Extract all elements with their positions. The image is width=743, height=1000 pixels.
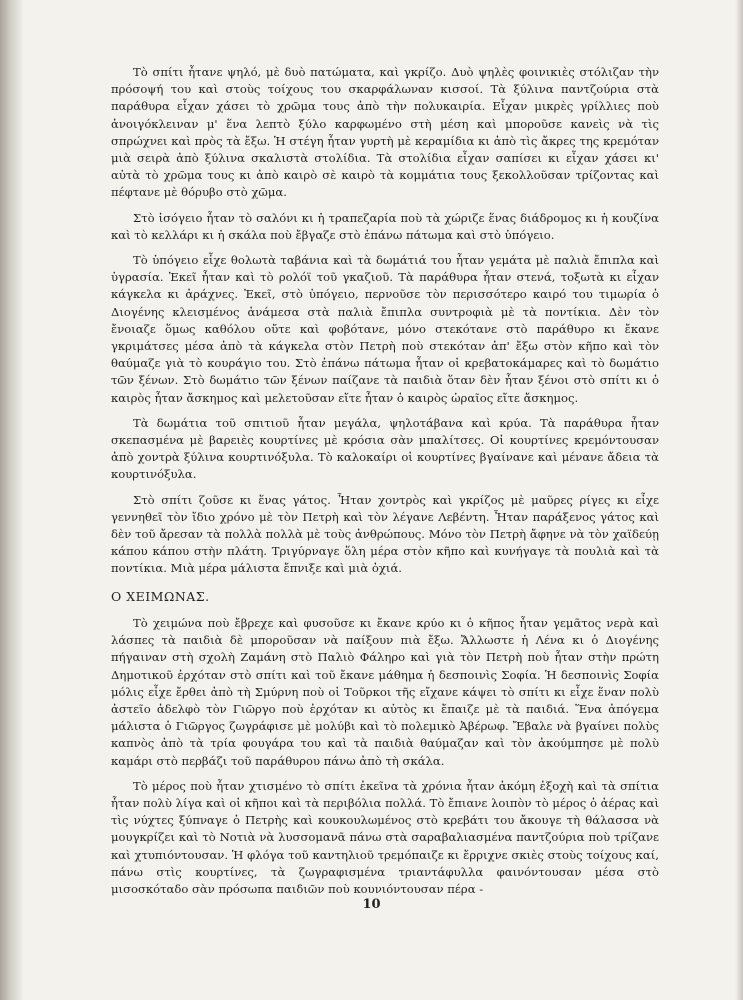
paragraph-ground-floor: Στὸ ἰσόγειο ἦταν τὸ σαλόνι κι ἡ τραπεζαρία ποὺ τὰ χώριζε ἕνας διάδρομος κι ἡ κουζίνα καὶ τὸ κελλάρι κι ἡ σκάλα ποὺ ἔβγαζε στὸ ἐπάνω πάτωμα καὶ στὸ ὑπόγειο. — [111, 210, 659, 242]
spine-shadow — [0, 0, 22, 1000]
paragraph-winter: Τὸ χειμώνα ποὺ ἔβρεχε καὶ φυσοῦσε κι ἔκανε κρύο κι ὁ κῆπος ἦταν γεμᾶτος νερὰ καὶ λάσπες τὰ παιδιὰ δὲ μποροῦσαν νὰ παίξουν πιὰ ἔξω. Ἄλλωστε ἡ Λένα κι ὁ Διογένης πήγαιναν στὴ σχολὴ Ζαμάνη στὸ Παλιὸ Φάληρο καὶ γιὰ τὸν Πετρὴ ποὺ ἦταν στὴν πρώτη Δημοτικοῦ ἐρχόταν στὸ σπίτι καὶ τοῦ ἔκανε μάθημα ἡ δεσποινὶς Σοφία. Ἡ δεσποινὶς Σοφία μόλις εἶχε ἔρθει ἀπὸ τὴ Σμύρνη ποὺ οἱ Τοῦρκοι τῆς εἴχανε κάψει τὸ σπίτι κι εἶχε ἕναν πολὺ ἀστεῖο ἀδελφὸ τὸν Γιῶργο ποὺ ἐρχόταν κι αὐτὸς κι ἔπαιζε μὲ τὰ παιδιά. Ἕνα ἀπόγεμα μάλιστα ὁ Γιῶργος ζωγράφισε μὲ μολύβι καὶ τὸ πολεμικὸ Ἀβέρωφ. Ἔβαλε νὰ βγαίνει πολὺς καπνὸς ἀπὸ τὰ τρία φουγάρα του καὶ τὰ παιδιὰ θαύμαζαν καὶ τὸν ἀκούμπησε μὲ πολὺ καμάρι στὸ περβάζι τοῦ παράθυρου πάνω ἀπὸ τὴ σκάλα. — [111, 615, 659, 768]
section-heading: Ο ΧΕΙΜΩΝΑΣ. — [111, 588, 210, 604]
paragraph-rooms: Τὰ δωμάτια τοῦ σπιτιοῦ ἦταν μεγάλα, ψηλοτάβανα καὶ κρύα. Τὰ παράθυρα ἦταν σκεπασμένα μὲ βαρειὲς κουρτίνες μὲ κρόσια σὰν μπαλίτσες. Οἱ κουρτίνες κρεμόντουσαν ἀπὸ χοντρὰ ξύλινα κουρτινόξυλα. Τὸ καλοκαίρι οἱ κουρτίνες βγαίνανε καὶ μένανε ἄδεια τὰ κουρτινόξυλα. — [111, 415, 659, 482]
paragraph-house-exterior: Τὸ σπίτι ἦτανε ψηλό, μὲ δυὸ πατώματα, καὶ γκρίζο. Δυὸ ψηλὲς φοινικιὲς στόλιζαν τὴν πρόσοψή του καὶ στοὺς τοίχους του σκαρφάλωναν κισσοί. Τὰ ξύλινα παντζούρια στὰ παράθυρα εἶχαν χάσει τὸ χρῶμα τους ἀπὸ τὴν πολυκαιρία. Εἶχαν μικρὲς γρίλλιες ποὺ ἀνοιγόκλειναν μ' ἕνα λεπτὸ ξύλο καρφωμένο στὴ μέση καὶ μποροῦσε κανεὶς νὰ τὶς σπρώχνει καὶ πρὸς τὰ ἔξω. Ἡ στέγη ἦταν γυρτὴ μὲ κεραμίδια κι ἀπὸ τὶς ἄκρες της κρεμόταν μιὰ σειρὰ ἀπὸ ξύλινα σκαλιστὰ στολίδια. Τὰ στολίδια εἶχαν σαπίσει κι εἶχαν χάσει κι' αὐτὰ τὸ χρῶμα τους κι ἀπὸ καιρὸ σὲ καιρὸ τὰ κομμάτια τους ξεκολλοῦσαν τρίζοντας καὶ πέφτανε μὲ θόρυβο στὸ χῶμα. — [111, 65, 659, 200]
body-text — [111, 64, 659, 906]
paragraph-basement: Τὸ ὑπόγειο εἶχε θολωτὰ ταβάνια καὶ τὰ δωμάτιά του ἦταν γεμάτα μὲ παλιὰ ἔπιπλα καὶ ὑγρασία. Ἐκεῖ ἦταν καὶ τὸ ρολόϊ τοῦ γκαζιοῦ. Τὰ παράθυρα ἦταν στενά, τοξωτὰ κι εἶχαν κάγκελα κι ἀράχνες. Ἐκεῖ, στὸ ὑπόγειο, περνοῦσε τὸν περισσότερο καιρό του τιμωρία ὁ Διογένης κλεισμένος ἀνάμεσα στὰ παλιὰ ἔπιπλα συντροφιὰ μὲ τὰ ποντίκια. Δὲν τὸν ἔνοιαζε ὅμως καθόλου οὔτε καὶ φοβότανε, μόνο στεκότανε στὸ παράθυρο κι ἔκανε γκριμάτσες μέσα ἀπὸ τὰ κάγκελα στὸν Πετρὴ ποὺ στεκόταν ἀπ' ἔξω στὸν κῆπο καὶ τὸν θαύμαζε γιὰ τὸ κουράγιο του. Στὸ ἐπάνω πάτωμα ἦταν οἱ κρεβατοκάμαρες καὶ τὸ δωμάτιο τῶν ξένων. Στὸ δωμάτιο τῶν ξένων παίζανε τὰ παιδιὰ ὅταν δὲν ἦταν ξένοι στὸ σπίτι κι ὁ καιρὸς ἦταν ἄσκημος καὶ μελετοῦσαν εἴτε ἦταν ὁ καιρὸς ὡραῖος εἴτε ἄσκημος. — [111, 253, 659, 405]
page-number: 10 — [362, 897, 381, 912]
paragraph-night-wind: Τὸ μέρος ποὺ ἦταν χτισμένο τὸ σπίτι ἐκεῖνα τὰ χρόνια ἦταν ἀκόμη ἐξοχὴ καὶ τὰ σπίτια ἦταν πολὺ λίγα καὶ οἱ κῆποι καὶ τὰ περιβόλια πολλά. Τὸ ἔπιανε λοιπὸν τὸ μέρος ὁ ἀέρας καὶ τὶς νύχτες ξύπναγε ὁ Πετρὴς καὶ κουκουλωμένος στὸ κρεβάτι του ἄκουγε τὴ θάλασσα νὰ μουγκρίζει καὶ τὸ Νοτιὰ νὰ λυσσομανᾶ πάνω στὰ σαραβαλιασμένα παντζούρια ποὺ τρίζανε καὶ χτυπιόντουσαν. Ἡ φλόγα τοῦ καντηλιοῦ τρεμόπαιζε κι ἔρριχνε σκιὲς στοὺς τοίχους καί, πάνω στὶς κουρτίνες, τὰ ζωγραφισμένα τριαντάφυλλα φαινόντουσαν μέσα στὸ μισοσκόταδο σὰν πρόσωπα παιδιῶν ποὺ κουνιόντουσαν πέρα - — [111, 778, 659, 896]
paragraph-cat: Στὸ σπίτι ζοῦσε κι ἕνας γάτος. Ἦταν χοντρὸς καὶ γκρίζος μὲ μαῦρες ρίγες κι εἶχε γεννηθεῖ τὸν ἴδιο χρόνο μὲ τὸν Πετρὴ καὶ τὸν λέγανε Λεβέντη. Ἦταν παράξενος γάτος καὶ δὲν τοῦ ἄρεσαν τὰ πολλὰ πολλὰ μὲ τοὺς ἀνθρώπους. Μόνο τὸν Πετρὴ ἄφηνε νὰ τὸν χαϊδεύῃ κάπου κάπου στὴν πλάτη. Τριγύρναγε ὅλη μέρα στὸν κῆπο καὶ κυνήγαγε τὰ πουλιὰ καὶ τὰ ποντίκια. Μιὰ μέρα μάλιστα ἔπνιξε καὶ μιὰ ὀχιά. — [111, 492, 659, 576]
page-edge — [735, 0, 743, 1000]
